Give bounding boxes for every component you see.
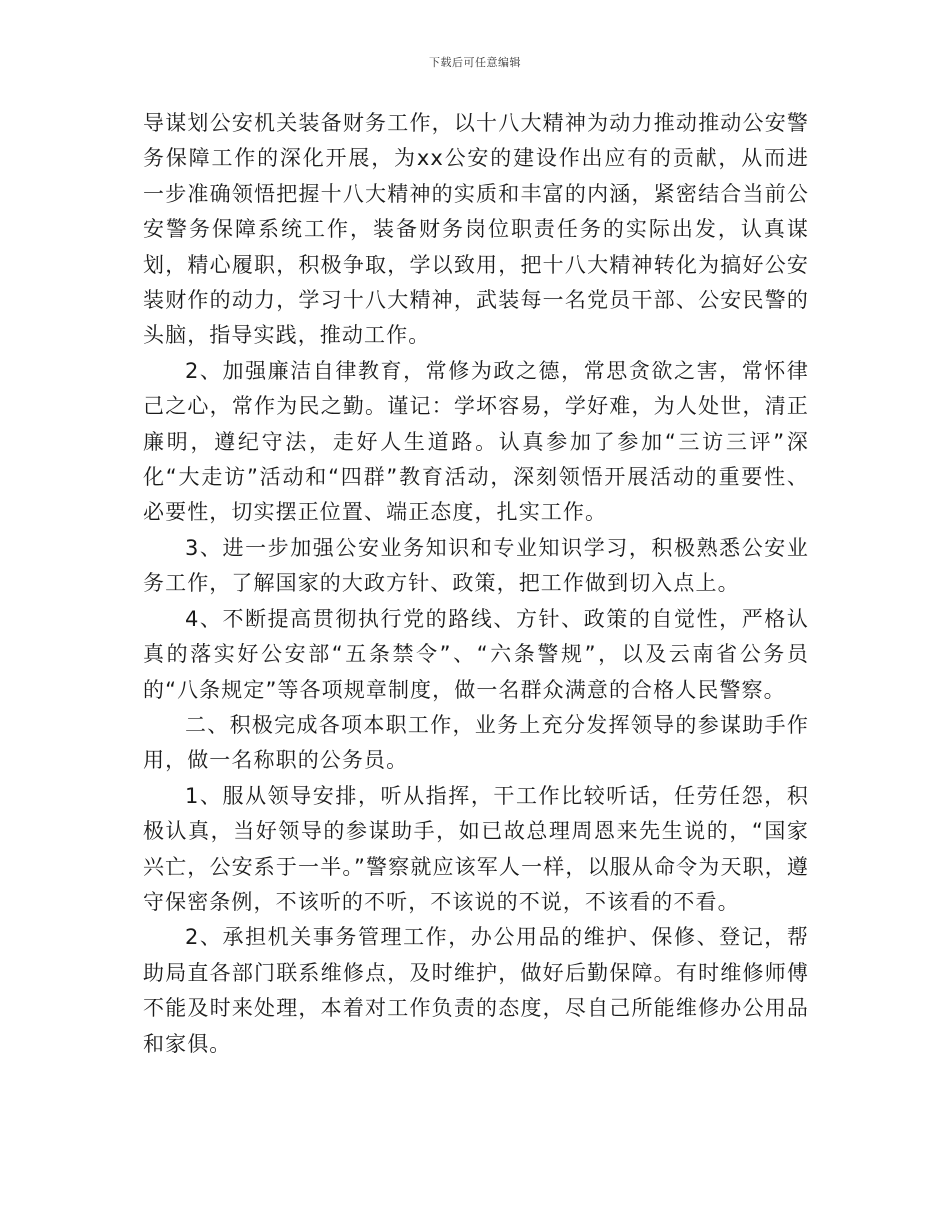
paragraph-item-2-affairs: 2、承担机关事务管理工作，办公用品的维护、保修、登记，帮助局直各部门联系维修点，及时维护，做好后勤保障。有时维修师傅不能及时来处理，本着对工作负责的态度，尽自己所能维修办公用品和家俱。 [143,925,809,1056]
paragraph-continuation: 导谋划公安机关装备财务工作，以十八大精神为动力推动推动公安警务保障工作的深化开展，为xx公安的建设作出应有的贡献，从而进一步准确领悟把握十八大精神的实质和丰富的内涵，紧密结合当前公安警务保障系统工作，装备财务岗位职责任务的实际出发，认真谋划，精心履职，积极争取，学以致用，把十八大精神转化为搞好公安装财作的动力，学习十八大精神，武装每一名党员干部、公安民警的头脑，指导实践，推动工作。 [143,111,809,348]
paragraph-item-2-integrity: 2、加强廉洁自律教育，常修为政之德，常思贪欲之害，常怀律己之心，常作为民之勤。谨记：学坏容易，学好难，为人处世，清正廉明，遵纪守法，走好人生道路。认真参加了参加“三访三评”深化“大走访”活动和“四群”教育活动，深刻领悟开展活动的重要性、必要性，切实摆正位置、端正态度，扎实工作。 [143,358,809,525]
page-header: 下载后可任意编辑 [429,56,521,69]
paragraph-item-1-obey: 1、服从领导安排，听从指挥，干工作比较听话，任劳任怨，积极认真，当好领导的参谋助手，如已故总理周恩来先生说的，“国家兴亡，公安系于一半。”警察就应该军人一样，以服从命令为天职，遵守保密条例，不该听的不听，不该说的不说，不该看的不看。 [143,783,809,914]
paragraph-item-4-discipline: 4、不断提高贯彻执行党的路线、方针、政策的自觉性，严格认真的落实好公安部“五条禁令”、“六条警规”，以及云南省公务员的“八条规定”等各项规章制度，做一名群众满意的合格人民警察。 [143,606,809,702]
paragraph-item-3-study: 3、进一步加强公安业务知识和专业知识学习，积极熟悉公安业务工作，了解国家的大政方针、政策，把工作做到切入点上。 [143,535,809,596]
document-body [143,106,809,1062]
section-heading-2: 二、积极完成各项本职工作，业务上充分发挥领导的参谋助手作用，做一名称职的公务员。 [143,712,809,773]
